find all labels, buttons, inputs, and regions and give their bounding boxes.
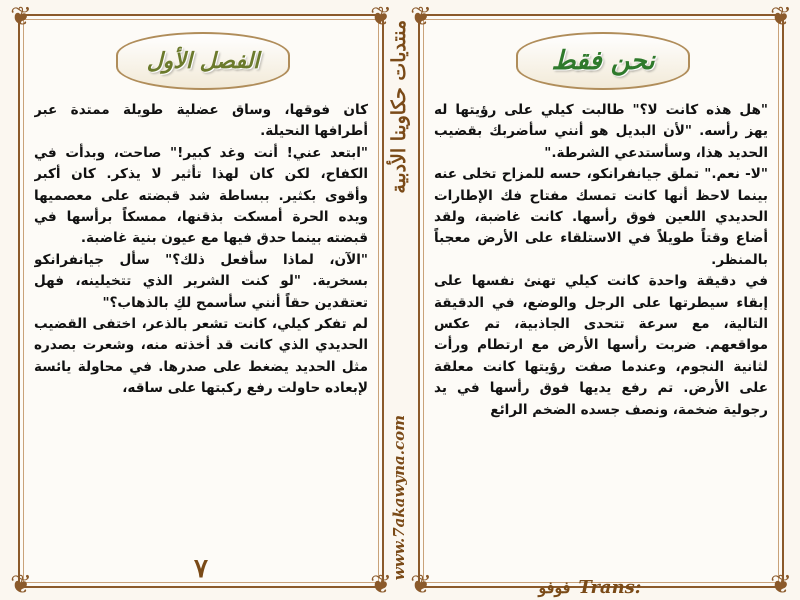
paragraph: لم تفكر كيلي، كانت تشعر بالذعر، اختفى القضيب الحديدي الذي كانت قد أخذته منه، وشعرت بصدره مثل الحديد يضغط على صدرها. في محاولة يائسة لإبعاده حاولت رفع ركبتها على ساقه، — [34, 316, 368, 397]
ornament-corner-icon: ❦ — [370, 2, 392, 32]
ornament-corner-icon: ❦ — [10, 570, 32, 600]
translator-name: فوفو — [538, 578, 571, 597]
forum-name: منتديات حكاوينا الأدبية — [388, 20, 410, 194]
paragraph: "هل هذه كانت لا؟" طالبت كيلي على رؤيتها له يهز رأسه. "لأن البديل هو أنني سأضربك بقضيب الحديد هذا، وسأستدعي الشرطة." — [434, 102, 768, 161]
paragraph: "لا- نعم." تملق جيانفرانكو، حسه للمزاح تخلى عنه بينما لاحظ أنها كانت تمسك مفتاح فك الإطارات الحديدي اللعين فوق رأسها. كانت غاضبة، ولقد أضاع وقتاً طويلاً في الاستلقاء على الأرض معجباً بالمنظر. — [434, 166, 768, 268]
ornament-corner-icon: ❦ — [770, 2, 792, 32]
ornament-corner-icon: ❦ — [770, 570, 792, 600]
left-page — [10, 2, 392, 600]
ornament-corner-icon: ❦ — [410, 2, 432, 32]
left-page-text — [34, 100, 368, 546]
paragraph: كان فوقها، وساق عضلية طويلة ممتدة عبر أطرافها النحيلة. — [34, 102, 368, 140]
ornament-corner-icon: ❦ — [370, 570, 392, 600]
right-page-text — [434, 100, 768, 546]
paragraph: "الآن، لماذا سأفعل ذلك؟" سأل جيانفرانكو بسخرية. "لو كنت الشرير الذي تتخيلينه، فهل تعتقدين حقاً أنني سأسمح لكِ بالذهاب؟" — [34, 251, 368, 311]
page-header: نحن فقط — [516, 32, 690, 90]
forum-url: www.7akawyna.com — [390, 414, 408, 580]
paragraph: "ابتعد عني! أنت وغد كبير!" صاحت، وبدأت في الكفاح، لكن كان لهذا تأثير لا يذكر. كان أكبر وأقوى بكثير. ببساطة شد قبضته على معصميها ويده الحرة أمسكت بذقنها، ممسكاً برأسها في قبضته بينما حدق فيها مع عيون بنية غاضبة. — [34, 144, 368, 247]
translator-credit — [520, 577, 660, 598]
paragraph: في دقيقة واحدة كانت كيلي تهنئ نفسها على إبقاء سيطرتها على الرجل والوضع، في الدقيقة التالية، مع سرعة تتحدى الجاذبية، تم عكس مواقعهم. ضربت رأسها الأرض مع ارتطام ورأت لثانية النجوم، وعندما صفت رؤيتها كانت معلقة على الأرض. تم رفع يديها فوق رأسها في يد رجولية ضخمة، ونصف جسده الضخم الرائع — [434, 273, 768, 418]
right-page — [410, 2, 792, 600]
ornament-corner-icon: ❦ — [10, 2, 32, 32]
page-number: ٧ — [194, 554, 208, 584]
spine — [380, 20, 418, 580]
ornament-corner-icon: ❦ — [410, 570, 432, 600]
chapter-header: الفصل الأول — [116, 32, 290, 90]
trans-label: Trans: — [578, 577, 642, 598]
